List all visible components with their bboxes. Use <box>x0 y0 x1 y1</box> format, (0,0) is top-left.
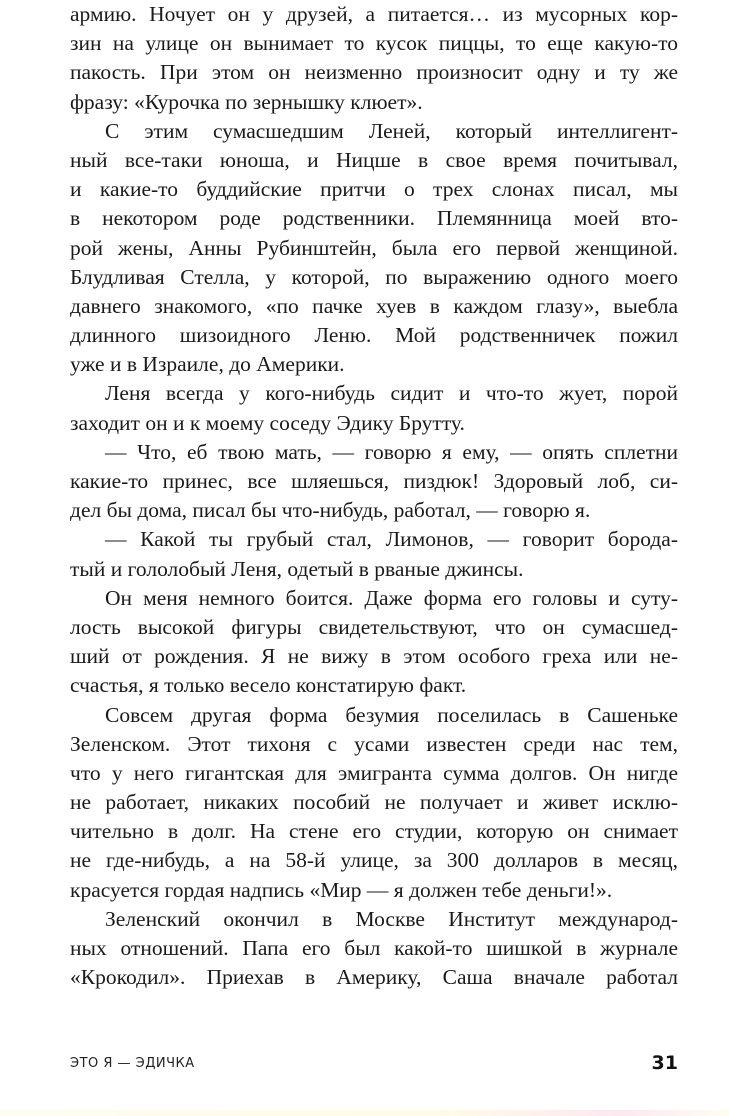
text-line: зин на улице он вынимает то кусок пиццы, то еще какую-то <box>70 31 678 56</box>
text-line: пакость. При этом он неизменно произносит одну и ту же <box>70 60 678 85</box>
text-line: ный все-таки юноша, и Ницше в свое время почитывал, <box>70 147 678 172</box>
text-line: заходит он и к моему соседу Эдику Брутту. <box>70 410 465 435</box>
text-line: что у него гигантская для эмигранта сумма долгов. Он нигде <box>70 760 678 785</box>
text-line: счастья, я только весело констатирую факт. <box>70 673 467 698</box>
text-line: — Какой ты грубый стал, Лимонов, — говорит борода- <box>105 527 678 552</box>
text-line: давнего знакомого, «по пачке хуев в каждом глазу», выебла <box>70 293 678 318</box>
text-line: красуется гордая надпись «Мир — я должен тебе деньги!». <box>70 877 613 902</box>
text-line: дел бы дома, писал бы что-нибудь, работал, — говорю я. <box>70 498 591 523</box>
text-line: уже и в Израиле, до Америки. <box>70 352 345 377</box>
text-line: не где-нибудь, а на 58-й улице, за 300 долларов в месяц, <box>70 848 678 873</box>
text-line: С этим сумасшедшим Леней, который интеллигент- <box>105 118 678 143</box>
text-line: тый и гололобый Леня, одетый в рваные джинсы. <box>70 556 524 581</box>
page-body-text <box>70 0 678 992</box>
text-line: Леня всегда у кого-нибудь сидит и что-то жует, порой <box>105 381 678 406</box>
text-line: фразу: «Курочка по зернышку клюет». <box>70 89 423 114</box>
page-number: 31 <box>651 1052 678 1074</box>
text-line: длинного шизоидного Леню. Мой родственничек пожил <box>70 323 678 348</box>
text-line: лость высокой фигуры свидетельствуют, что он сумасшед- <box>70 614 678 639</box>
text-line: «Крокодил». Приехав в Америку, Саша вначале работал <box>70 965 678 990</box>
text-line: чительно в долг. На стене его студии, которую он снимает <box>70 819 678 844</box>
text-line: какие-то принес, все шляешься, пиздюк! Здоровый лоб, си- <box>70 469 678 493</box>
text-line: и какие-то буддийские притчи о трех слонах писал, мы <box>70 177 678 202</box>
text-line: рой жены, Анны Рубинштейн, была его первой женщиной. <box>70 235 678 260</box>
text-line: ший от рождения. Я не вижу в этом особого греха или не- <box>70 644 678 669</box>
text-line: — Что, еб твою мать, — говорю я ему, — опять сплетни <box>105 439 678 464</box>
text-line: ных отношений. Папа его был какой-то шишкой в журнале <box>70 936 678 960</box>
text-line: армию. Ночует он у друзей, а питается… из мусорных кор- <box>70 2 678 26</box>
text-line: Блудливая Стелла, у которой, по выражению одного моего <box>70 264 678 289</box>
text-line: не работает, никаких пособий не получает и живет исклю- <box>70 790 678 815</box>
text-line: Зеленском. Этот тихоня с усами известен среди нас тем, <box>70 731 678 756</box>
text-line: Он меня немного боится. Даже форма его головы и суту- <box>105 585 678 610</box>
text-line: Совсем другая форма безумия поселилась в Сашеньке <box>105 702 678 727</box>
text-line: в некотором роде родственники. Племянница моей вто- <box>70 206 678 231</box>
running-title: ЭТО Я — ЭДИЧКА <box>70 1056 195 1071</box>
text-line: Зеленский окончил в Москве Институт международ- <box>105 906 678 931</box>
page-edge-strip <box>0 1110 729 1116</box>
